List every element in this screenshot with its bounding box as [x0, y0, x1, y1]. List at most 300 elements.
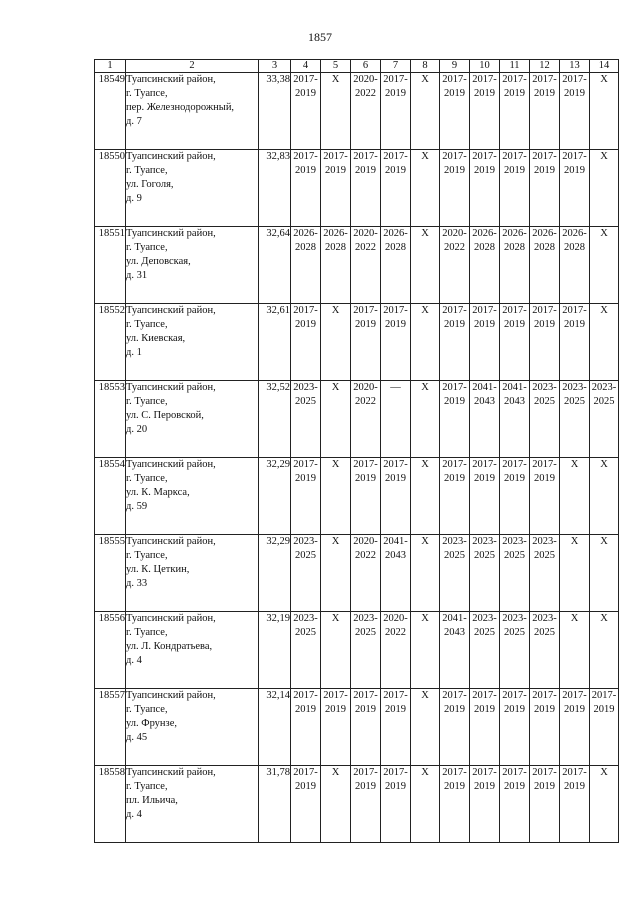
- period-cell-col-6: [351, 381, 381, 458]
- table-row: [95, 535, 619, 612]
- period-text: 2019: [295, 781, 316, 792]
- address-line: г. Туапсе,: [126, 704, 168, 715]
- period-text: X: [600, 536, 608, 547]
- period-text: 2023-: [532, 613, 557, 624]
- period-text: 2041-: [383, 536, 408, 547]
- address-line: Туапсинский район,: [126, 613, 216, 624]
- period-cell-col-9: [440, 689, 470, 766]
- period-cell-col-9: [440, 73, 470, 150]
- column-header-11: 11: [500, 60, 530, 73]
- period-text: 2019: [444, 781, 465, 792]
- period-text: 2022: [355, 242, 376, 253]
- period-cell-col-13: [560, 150, 590, 227]
- address-line: г. Туапсе,: [126, 627, 168, 638]
- period-text: 2019: [504, 319, 525, 330]
- address-line: д. 45: [126, 732, 148, 743]
- period-cell-col-9: [440, 304, 470, 381]
- period-text: 2025: [504, 550, 525, 561]
- period-text: 2019: [564, 704, 585, 715]
- period-text: 2025: [474, 627, 495, 638]
- period-cell-col-14: [590, 73, 619, 150]
- address-line: Туапсинский район,: [126, 382, 216, 393]
- period-cell-col-12: [530, 766, 560, 843]
- period-text: 2019: [385, 781, 406, 792]
- column-header-10: 10: [470, 60, 500, 73]
- table-row: [95, 689, 619, 766]
- period-text: 2023-: [472, 613, 497, 624]
- period-text: 2019: [534, 704, 555, 715]
- period-text: X: [331, 305, 340, 316]
- area-value: 33,38: [259, 73, 291, 150]
- period-cell-col-4: [291, 766, 321, 843]
- address-line: пер. Железнодорожный,: [126, 102, 235, 113]
- period-text: 2020-: [353, 228, 378, 239]
- period-cell-col-6: [351, 227, 381, 304]
- period-text: 2017-: [472, 459, 497, 470]
- period-text: 2017-: [383, 305, 408, 316]
- period-text: X: [421, 151, 429, 162]
- period-text: 2019: [325, 165, 346, 176]
- period-cell-col-7: [381, 612, 411, 689]
- period-text: X: [600, 74, 608, 85]
- address-line: ул. Киевская,: [126, 333, 186, 344]
- period-text: 2019: [564, 319, 585, 330]
- period-text: 2023-: [532, 382, 557, 393]
- period-cell-col-14: [590, 304, 619, 381]
- area-value: 32,83: [259, 150, 291, 227]
- address-line: ул. Л. Кондратьева,: [126, 641, 213, 652]
- period-text: X: [331, 74, 340, 85]
- area-value: 32,52: [259, 381, 291, 458]
- period-text: X: [421, 74, 429, 85]
- period-text: 2020-: [353, 382, 378, 393]
- table-row: [95, 458, 619, 535]
- period-text: 2020-: [353, 74, 378, 85]
- period-text: 2017-: [442, 767, 467, 778]
- table-row: [95, 227, 619, 304]
- period-text: 2019: [385, 165, 406, 176]
- address-line: г. Туапсе,: [126, 165, 168, 176]
- period-cell-col-7: [381, 689, 411, 766]
- period-text: X: [421, 690, 429, 701]
- period-cell-col-10: [470, 689, 500, 766]
- period-cell-col-14: [590, 689, 619, 766]
- address-cell: [126, 766, 259, 843]
- address-cell: [126, 73, 259, 150]
- period-cell-col-9: [440, 612, 470, 689]
- period-text: 2019: [295, 88, 316, 99]
- period-text: 2017-: [353, 690, 378, 701]
- period-text: 2019: [444, 319, 465, 330]
- period-text: X: [421, 767, 429, 778]
- period-cell-col-12: [530, 73, 560, 150]
- period-text: 2017-: [323, 690, 348, 701]
- period-cell-col-11: [500, 227, 530, 304]
- period-text: 2023-: [532, 536, 557, 547]
- period-text: 2026-: [532, 228, 557, 239]
- period-text: 2026-: [502, 228, 527, 239]
- column-header-1: 1: [95, 60, 126, 73]
- period-text: 2019: [504, 88, 525, 99]
- address-cell: [126, 612, 259, 689]
- period-text: X: [421, 305, 429, 316]
- address-line: д. 20: [126, 424, 148, 435]
- period-text: 2019: [355, 319, 376, 330]
- period-cell-col-13: [560, 612, 590, 689]
- period-text: 2019: [504, 165, 525, 176]
- period-text: 2019: [355, 473, 376, 484]
- period-text: 2023-: [502, 613, 527, 624]
- area-value: 32,29: [259, 458, 291, 535]
- table-row: [95, 304, 619, 381]
- period-text: 2023-: [293, 613, 318, 624]
- period-text: X: [570, 459, 579, 470]
- period-text: 2019: [325, 704, 346, 715]
- period-cell-col-5: [321, 150, 351, 227]
- area-value: 32,64: [259, 227, 291, 304]
- row-number: 18552: [95, 304, 126, 381]
- period-cell-col-10: [470, 766, 500, 843]
- period-cell-col-13: [560, 381, 590, 458]
- period-cell-col-7: [381, 458, 411, 535]
- period-text: X: [331, 536, 340, 547]
- row-number: 18550: [95, 150, 126, 227]
- address-line: г. Туапсе,: [126, 88, 168, 99]
- period-cell-col-8: [411, 227, 440, 304]
- period-text: 2022: [385, 627, 406, 638]
- period-cell-col-11: [500, 150, 530, 227]
- period-text: 2019: [355, 165, 376, 176]
- address-line: ул. С. Перовской,: [126, 410, 204, 421]
- address-cell: [126, 458, 259, 535]
- period-text: X: [331, 382, 340, 393]
- period-text: 2022: [444, 242, 465, 253]
- period-cell-col-8: [411, 381, 440, 458]
- period-text: 2019: [355, 704, 376, 715]
- column-header-7: 7: [381, 60, 411, 73]
- period-text: 2041-: [472, 382, 497, 393]
- row-number: 18557: [95, 689, 126, 766]
- address-line: Туапсинский район,: [126, 151, 216, 162]
- address-cell: [126, 227, 259, 304]
- period-cell-col-8: [411, 766, 440, 843]
- period-cell-col-8: [411, 73, 440, 150]
- period-text: 2023-: [591, 382, 617, 393]
- period-cell-col-10: [470, 381, 500, 458]
- address-line: г. Туапсе,: [126, 396, 168, 407]
- period-text: 2019: [295, 165, 316, 176]
- period-text: 2043: [444, 627, 465, 638]
- period-text: 2017-: [562, 74, 587, 85]
- address-cell: [126, 689, 259, 766]
- period-text: 2019: [474, 165, 495, 176]
- area-value: 32,61: [259, 304, 291, 381]
- period-cell-col-6: [351, 689, 381, 766]
- period-cell-col-10: [470, 73, 500, 150]
- period-text: 2019: [534, 781, 555, 792]
- period-cell-col-12: [530, 689, 560, 766]
- period-text: 2017-: [472, 767, 497, 778]
- address-line: д. 33: [126, 578, 148, 589]
- column-header-13: 13: [560, 60, 590, 73]
- period-text: 2020-: [353, 536, 378, 547]
- period-text: 2023-: [502, 536, 527, 547]
- address-cell: [126, 150, 259, 227]
- period-text: X: [600, 305, 608, 316]
- period-cell-col-7: [381, 150, 411, 227]
- period-cell-col-10: [470, 150, 500, 227]
- period-text: 2019: [564, 165, 585, 176]
- address-line: д. 4: [126, 655, 142, 666]
- period-cell-col-4: [291, 535, 321, 612]
- period-text: 2025: [534, 550, 555, 561]
- address-line: г. Туапсе,: [126, 781, 168, 792]
- period-text: X: [600, 151, 608, 162]
- period-cell-col-5: [321, 766, 351, 843]
- period-text: 2017-: [502, 690, 527, 701]
- period-cell-col-9: [440, 535, 470, 612]
- period-text: 2028: [325, 242, 346, 253]
- period-text: 2023-: [472, 536, 497, 547]
- period-cell-col-9: [440, 766, 470, 843]
- period-cell-col-12: [530, 304, 560, 381]
- period-text: 2019: [534, 319, 555, 330]
- period-text: 2025: [564, 396, 585, 407]
- period-text: 2017-: [293, 459, 318, 470]
- period-text: 2017-: [472, 305, 497, 316]
- table-row: [95, 150, 619, 227]
- period-cell-col-7: [381, 766, 411, 843]
- address-line: Туапсинский район,: [126, 459, 216, 470]
- period-text: 2025: [593, 396, 615, 407]
- period-text: 2026-: [323, 228, 348, 239]
- period-cell-col-13: [560, 689, 590, 766]
- address-line: ул. К. Маркса,: [126, 487, 190, 498]
- period-text: 2026-: [383, 228, 408, 239]
- period-cell-col-5: [321, 304, 351, 381]
- period-text: 2017-: [532, 690, 557, 701]
- period-text: 2019: [385, 473, 406, 484]
- period-cell-col-10: [470, 612, 500, 689]
- period-text: 2017-: [562, 305, 587, 316]
- period-cell-col-10: [470, 304, 500, 381]
- period-text: 2017-: [353, 459, 378, 470]
- period-text: 2025: [355, 627, 376, 638]
- period-cell-col-11: [500, 612, 530, 689]
- period-cell-col-6: [351, 766, 381, 843]
- column-header-9: 9: [440, 60, 470, 73]
- period-cell-col-4: [291, 612, 321, 689]
- header-row: [95, 60, 619, 73]
- period-cell-col-8: [411, 612, 440, 689]
- period-text: 2043: [474, 396, 495, 407]
- period-text: 2019: [534, 165, 555, 176]
- period-text: 2028: [295, 242, 316, 253]
- period-text: 2019: [444, 88, 465, 99]
- period-cell-col-12: [530, 227, 560, 304]
- address-line: ул. Деповская,: [126, 256, 191, 267]
- period-cell-col-13: [560, 304, 590, 381]
- period-cell-col-7: [381, 227, 411, 304]
- period-cell-col-4: [291, 73, 321, 150]
- address-line: Туапсинский район,: [126, 228, 216, 239]
- period-text: 2017-: [383, 459, 408, 470]
- period-text: 2017-: [502, 151, 527, 162]
- period-cell-col-7: [381, 304, 411, 381]
- period-text: 2017-: [293, 305, 318, 316]
- period-text: 2017-: [293, 74, 318, 85]
- period-cell-col-13: [560, 73, 590, 150]
- period-text: X: [600, 459, 608, 470]
- period-text: 2017-: [383, 767, 408, 778]
- period-text: 2017-: [562, 767, 587, 778]
- period-cell-col-4: [291, 458, 321, 535]
- period-text: X: [600, 767, 608, 778]
- period-cell-col-9: [440, 150, 470, 227]
- column-header-3: 3: [259, 60, 291, 73]
- period-text: X: [421, 613, 429, 624]
- period-text: 2017-: [442, 305, 467, 316]
- address-line: д. 9: [126, 193, 142, 204]
- period-text: 2043: [504, 396, 525, 407]
- period-text: X: [570, 613, 579, 624]
- period-cell-col-6: [351, 304, 381, 381]
- row-number: 18556: [95, 612, 126, 689]
- period-text: 2017-: [323, 151, 348, 162]
- period-text: 2019: [385, 319, 406, 330]
- period-text: 2023-: [442, 536, 467, 547]
- period-cell-col-10: [470, 535, 500, 612]
- period-cell-col-13: [560, 227, 590, 304]
- period-text: 2026-: [562, 228, 587, 239]
- address-line: д. 4: [126, 809, 142, 820]
- address-line: г. Туапсе,: [126, 473, 168, 484]
- period-text: 2017-: [532, 767, 557, 778]
- period-text: X: [421, 228, 429, 239]
- address-line: ул. Гоголя,: [126, 179, 174, 190]
- table-row: [95, 73, 619, 150]
- period-text: 2017-: [472, 690, 497, 701]
- period-text: 2019: [385, 704, 406, 715]
- period-text: 2017-: [442, 151, 467, 162]
- period-text: 2023-: [562, 382, 587, 393]
- period-cell-col-11: [500, 381, 530, 458]
- period-cell-col-11: [500, 458, 530, 535]
- period-cell-col-4: [291, 689, 321, 766]
- address-line: ул. Фрунзе,: [126, 718, 177, 729]
- address-line: Туапсинский район,: [126, 767, 216, 778]
- period-text: 2019: [295, 473, 316, 484]
- column-header-14: 14: [590, 60, 619, 73]
- period-cell-col-14: [590, 458, 619, 535]
- period-text: 2043: [385, 550, 406, 561]
- period-text: 2017-: [442, 74, 467, 85]
- period-text: 2019: [474, 319, 495, 330]
- column-header-6: 6: [351, 60, 381, 73]
- address-line: г. Туапсе,: [126, 319, 168, 330]
- period-text: 2025: [534, 396, 555, 407]
- period-cell-col-9: [440, 458, 470, 535]
- period-text: 2017-: [591, 690, 617, 701]
- period-text: 2017-: [502, 459, 527, 470]
- period-cell-col-14: [590, 150, 619, 227]
- period-cell-col-8: [411, 689, 440, 766]
- period-cell-col-14: [590, 612, 619, 689]
- period-text: X: [570, 536, 579, 547]
- period-text: 2017-: [532, 151, 557, 162]
- address-cell: [126, 381, 259, 458]
- period-text: 2025: [504, 627, 525, 638]
- address-line: Туапсинский район,: [126, 305, 216, 316]
- table-body: [95, 73, 619, 843]
- period-text: 2019: [504, 704, 525, 715]
- period-text: 2019: [474, 88, 495, 99]
- area-value: 32,19: [259, 612, 291, 689]
- period-text: 2017-: [293, 767, 318, 778]
- period-cell-col-10: [470, 458, 500, 535]
- period-cell-col-6: [351, 612, 381, 689]
- period-cell-col-6: [351, 458, 381, 535]
- address-line: Туапсинский район,: [126, 74, 216, 85]
- period-text: 2019: [444, 165, 465, 176]
- period-text: 2017-: [502, 767, 527, 778]
- area-value: 32,14: [259, 689, 291, 766]
- period-cell-col-11: [500, 535, 530, 612]
- address-line: д. 59: [126, 501, 148, 512]
- period-text: 2019: [444, 473, 465, 484]
- period-text: 2017-: [562, 690, 587, 701]
- period-text: 2028: [534, 242, 555, 253]
- period-cell-col-9: [440, 227, 470, 304]
- area-value: 31,78: [259, 766, 291, 843]
- period-cell-col-12: [530, 458, 560, 535]
- period-text: 2017-: [442, 382, 467, 393]
- period-text: 2028: [474, 242, 495, 253]
- period-cell-col-12: [530, 381, 560, 458]
- period-text: 2022: [355, 88, 376, 99]
- period-text: X: [331, 459, 340, 470]
- period-text: 2017-: [562, 151, 587, 162]
- period-cell-col-13: [560, 766, 590, 843]
- period-cell-col-11: [500, 304, 530, 381]
- period-text: 2017-: [293, 690, 318, 701]
- period-text: 2019: [593, 704, 615, 715]
- period-text: 2017-: [472, 151, 497, 162]
- period-text: X: [331, 767, 340, 778]
- period-text: 2019: [444, 704, 465, 715]
- table-row: [95, 612, 619, 689]
- period-text: 2017-: [532, 459, 557, 470]
- period-cell-col-4: [291, 304, 321, 381]
- period-text: 2019: [355, 781, 376, 792]
- row-number: 18551: [95, 227, 126, 304]
- period-text: 2019: [534, 473, 555, 484]
- period-text: 2017-: [442, 459, 467, 470]
- period-text: 2022: [355, 550, 376, 561]
- period-cell-col-7: [381, 381, 411, 458]
- period-cell-col-7: [381, 73, 411, 150]
- address-cell: [126, 304, 259, 381]
- period-text: 2019: [474, 473, 495, 484]
- period-cell-col-10: [470, 227, 500, 304]
- period-cell-col-4: [291, 381, 321, 458]
- area-value: 32,29: [259, 535, 291, 612]
- period-text: 2025: [295, 396, 316, 407]
- period-cell-col-6: [351, 535, 381, 612]
- period-text: 2017-: [383, 151, 408, 162]
- address-cell: [126, 535, 259, 612]
- period-text: 2028: [504, 242, 525, 253]
